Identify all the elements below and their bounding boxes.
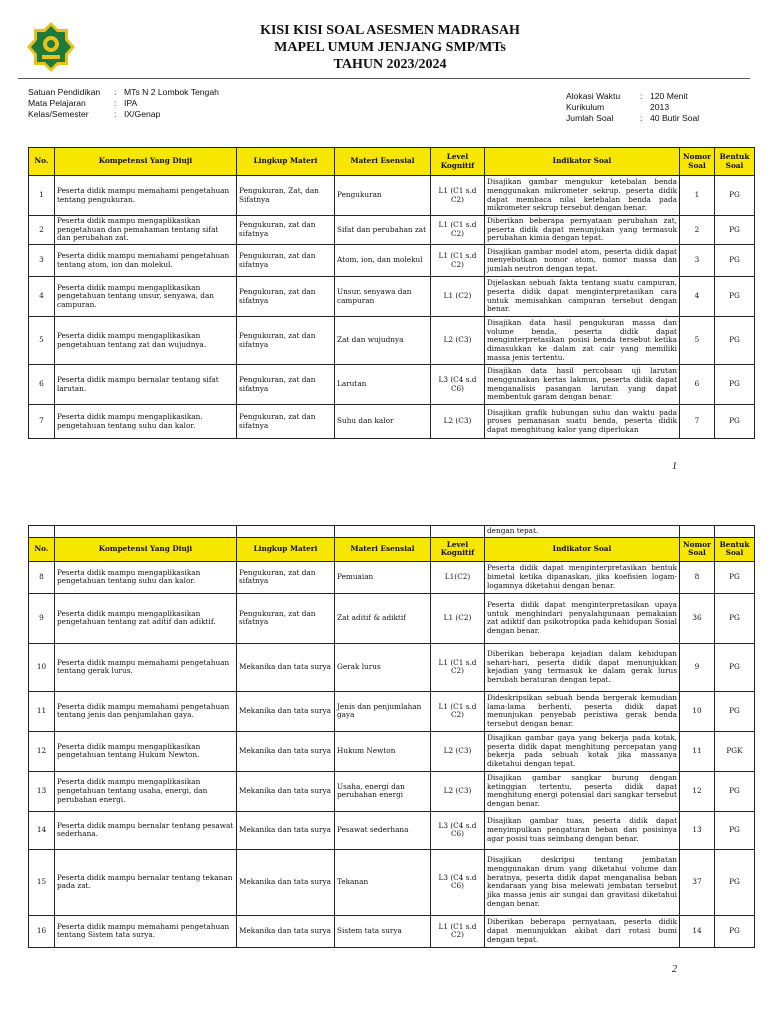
row-lingkup: Pengukuran, zat dan sifatnya bbox=[237, 365, 335, 405]
row-level: L1 (C1 s.d C2) bbox=[431, 643, 485, 691]
kisi-table-page-2 bbox=[28, 525, 755, 948]
row-level: L2 (C3) bbox=[431, 771, 485, 811]
table-row bbox=[29, 849, 755, 915]
row-kompetensi: Peserta didik mampu memahami pengetahuan tentang jenis dan penjumlahan gaya. bbox=[55, 691, 237, 731]
row-nomor: 2 bbox=[680, 216, 715, 245]
page-number-1: 1 bbox=[672, 461, 677, 472]
row-kompetensi: Peserta didik mampu mengaplikasikan pengetahuan tentang zat dan wujudnya. bbox=[55, 317, 237, 365]
row-kompetensi: Peserta didik mampu bernalar tentang tekanan pada zat. bbox=[55, 849, 237, 915]
row-bentuk: PGK bbox=[715, 731, 755, 771]
row-kompetensi: Peserta didik mampu mengaplikasikan pengetahuan tentang zat aditif dan adiktif. bbox=[55, 593, 237, 643]
col-header-lingkup: Lingkup Materi bbox=[237, 148, 335, 176]
row-indikator: Disajikan gambar gaya yang bekerja pada kotak, peserta didik dapat menghitung percepatan yang bekerja pada sebuah kotak jika massanya diketahui dengan tepat. bbox=[485, 731, 680, 771]
row-lingkup: Mekanika dan tata surya bbox=[237, 811, 335, 849]
row-kompetensi: Peserta didik mampu bernalar tentang pesawat sederhana. bbox=[55, 811, 237, 849]
col-header-materi: Materi Esensial bbox=[335, 148, 431, 176]
row-materi: Sistem tata surya bbox=[335, 915, 431, 947]
table-row bbox=[29, 771, 755, 811]
row-kompetensi: Peserta didik mampu memahami pengetahuan tentang gerak lurus. bbox=[55, 643, 237, 691]
row-lingkup: Pengukuran, zat dan sifatnya bbox=[237, 245, 335, 277]
row-nomor: 37 bbox=[680, 849, 715, 915]
table-row bbox=[29, 176, 755, 216]
table-body-page-1 bbox=[29, 176, 755, 439]
row-level: L1 (C1 s.d C2) bbox=[431, 915, 485, 947]
meta-left bbox=[28, 87, 219, 120]
row-level: L3 (C4 s.d C6) bbox=[431, 811, 485, 849]
row-materi: Atom, ion, dan molekul bbox=[335, 245, 431, 277]
table-header-row bbox=[29, 148, 755, 176]
row-materi: Jenis dan penjumlahan gaya bbox=[335, 691, 431, 731]
col-header-indikator: Indikator Soal bbox=[485, 148, 680, 176]
row-bentuk: PG bbox=[715, 561, 755, 593]
table-row bbox=[29, 593, 755, 643]
row-no: 10 bbox=[29, 643, 55, 691]
col-header-bentuk: Bentuk Soal bbox=[715, 148, 755, 176]
row-no: 7 bbox=[29, 405, 55, 439]
row-level: L3 (C4 s.d C6) bbox=[431, 849, 485, 915]
row-lingkup: Pengukuran, zat dan sifatnya bbox=[237, 593, 335, 643]
row-lingkup: Mekanika dan tata surya bbox=[237, 731, 335, 771]
row-indikator: Diberikan beberapa kejadian dalam kehidupan sehari-hari, peserta didik dapat menunjukkan kejadian yang termasuk ke dalam gerak lurus berubah beraturan dengan tepat. bbox=[485, 643, 680, 691]
col-header-bentuk: Bentuk Soal bbox=[715, 537, 755, 561]
row-bentuk: PG bbox=[715, 643, 755, 691]
row-indikator: Dideskripsikan sebuah benda bergerak kemudian lama-lama berhenti, peserta didik dapat menunjukan penyebab peristiwa gerak benda tersebut dengan benar. bbox=[485, 691, 680, 731]
row-nomor: 5 bbox=[680, 317, 715, 365]
row-no: 15 bbox=[29, 849, 55, 915]
meta-row: Mata Pelajaran : IPA bbox=[28, 98, 138, 108]
row-bentuk: PG bbox=[715, 176, 755, 216]
row-no: 3 bbox=[29, 245, 55, 277]
row-materi: Gerak lurus bbox=[335, 643, 431, 691]
row-indikator: Diberikan beberapa pernyataan perubahan zat, peserta didik dapat menunjukan yang termasuk perubahan kimia dengan tepat. bbox=[485, 216, 680, 245]
row-level: L3 (C4 s.d C6) bbox=[431, 365, 485, 405]
row-bentuk: PG bbox=[715, 365, 755, 405]
table-row bbox=[29, 405, 755, 439]
carry-over-row bbox=[29, 526, 755, 538]
table-row bbox=[29, 365, 755, 405]
row-bentuk: PG bbox=[715, 691, 755, 731]
kisi-table-page-1 bbox=[28, 147, 755, 439]
row-materi: Hukum Newton bbox=[335, 731, 431, 771]
row-level: L1 (C1 s.d C2) bbox=[431, 176, 485, 216]
row-level: L1(C2) bbox=[431, 561, 485, 593]
kemenag-logo-icon bbox=[24, 20, 78, 74]
row-indikator: Disajikan data hasil percobaan uji larutan menggunakan kertas lakmus, peserta didik dapat menganalisis pasangan larutan yang dapat membentuk garam dengan benar. bbox=[485, 365, 680, 405]
col-header-nomor: Nomor Soal bbox=[680, 148, 715, 176]
row-nomor: 12 bbox=[680, 771, 715, 811]
row-lingkup: Pengukuran, zat dan sifatnya bbox=[237, 561, 335, 593]
row-indikator: Disajikan gambar mengukur ketebalan benda menggunakan mikrometer sekrup. peserta didik dapat membaca nilai ketebalan benda pada mikrometer sekrup tersebut dengan benar. bbox=[485, 176, 680, 216]
row-kompetensi: Peserta didik mampu memahami pengetahuan tentang Sistem tata surya. bbox=[55, 915, 237, 947]
title-line-3: TAHUN 2023/2024 bbox=[333, 57, 447, 72]
header-divider bbox=[18, 78, 750, 79]
table-row bbox=[29, 915, 755, 947]
row-nomor: 14 bbox=[680, 915, 715, 947]
row-indikator: Peserta didik dapat menginterpretasikan upaya untuk menghindari penyalahgunaan pemakaian zat adiktif dan psikotropika pada kehidupan Sosial dengan benar. bbox=[485, 593, 680, 643]
table-row bbox=[29, 216, 755, 245]
row-nomor: 4 bbox=[680, 277, 715, 317]
row-lingkup: Mekanika dan tata surya bbox=[237, 691, 335, 731]
row-lingkup: Pengukuran, Zat, dan Sifatnya bbox=[237, 176, 335, 216]
row-kompetensi: Peserta didik mampu mengaplikasikan pengetahuan dan pemahaman tentang sifat dan perubahan zat. bbox=[55, 216, 237, 245]
table-body-page-2 bbox=[29, 561, 755, 947]
document-title bbox=[90, 22, 690, 73]
row-nomor: 9 bbox=[680, 643, 715, 691]
row-nomor: 36 bbox=[680, 593, 715, 643]
row-no: 11 bbox=[29, 691, 55, 731]
col-header-kompetensi: Kompetensi Yang Diuji bbox=[55, 537, 237, 561]
meta-row: Kurikulum 2013 bbox=[566, 102, 670, 112]
col-header-nomor: Nomor Soal bbox=[680, 537, 715, 561]
row-level: L1 (C1 s.d C2) bbox=[431, 216, 485, 245]
col-header-level: Level Kognitif bbox=[431, 537, 485, 561]
row-indikator: Disajikan deskripsi tentang jembatan menggunakan drum yang diketahui volume dan beratnya, peserta didik dapat menganalisa beban kendaraan yang bisa melewati jembatan tersebut jika massa jenis air sungai dan gravitasi diketahui dengan benar. bbox=[485, 849, 680, 915]
meta-row: Jumlah Soal : 40 Butir Soal bbox=[566, 113, 700, 123]
row-materi: Suhu dan kalor bbox=[335, 405, 431, 439]
row-no: 16 bbox=[29, 915, 55, 947]
row-nomor: 7 bbox=[680, 405, 715, 439]
row-no: 2 bbox=[29, 216, 55, 245]
row-kompetensi: Peserta didik mampu memahami pengetahuan tentang pengukuran. bbox=[55, 176, 237, 216]
row-level: L2 (C3) bbox=[431, 731, 485, 771]
row-lingkup: Pengukuran, zat dan sifatnya bbox=[237, 277, 335, 317]
meta-row: Satuan Pendidikan : MTs N 2 Lombok Tengah bbox=[28, 87, 219, 97]
row-kompetensi: Peserta didik mampu mengaplikasikan pengetahuan tentang Hukum Newton. bbox=[55, 731, 237, 771]
col-header-lingkup: Lingkup Materi bbox=[237, 537, 335, 561]
row-indikator: Dijelaskan sebuah fakta tentang suatu campuran, peserta didik dapat menginterpretasikan cara untuk memisahkan campuran tersebut dengan benar. bbox=[485, 277, 680, 317]
page-number-2: 2 bbox=[672, 964, 677, 975]
row-level: L1 (C2) bbox=[431, 593, 485, 643]
meta-right bbox=[566, 91, 699, 124]
row-no: 6 bbox=[29, 365, 55, 405]
row-no: 8 bbox=[29, 561, 55, 593]
row-lingkup: Mekanika dan tata surya bbox=[237, 849, 335, 915]
col-header-indikator: Indikator Soal bbox=[485, 537, 680, 561]
col-header-level: Level Kognitif bbox=[431, 148, 485, 176]
row-no: 14 bbox=[29, 811, 55, 849]
title-line-2: MAPEL UMUM JENJANG SMP/MTs bbox=[274, 40, 506, 55]
row-indikator: Disajikan gambar tuas, peserta didik dapat menyimpulkan pengaturan beban dan posisinya agar posisi tuas seimbang dengan benar. bbox=[485, 811, 680, 849]
row-lingkup: Pengukuran, zat dan sifatnya bbox=[237, 317, 335, 365]
row-kompetensi: Peserta didik mampu mengaplikasikan pengetahuan tentang unsur, senyawa, dan campuran. bbox=[55, 277, 237, 317]
table-row bbox=[29, 691, 755, 731]
row-nomor: 13 bbox=[680, 811, 715, 849]
row-materi: Tekanan bbox=[335, 849, 431, 915]
row-bentuk: PG bbox=[715, 216, 755, 245]
row-no: 9 bbox=[29, 593, 55, 643]
col-header-kompetensi: Kompetensi Yang Diuji bbox=[55, 148, 237, 176]
row-level: L1 (C2) bbox=[431, 277, 485, 317]
table-row bbox=[29, 317, 755, 365]
row-lingkup: Mekanika dan tata surya bbox=[237, 771, 335, 811]
row-level: L1 (C1 s.d C2) bbox=[431, 691, 485, 731]
row-indikator: Disajikan gambar sangkar burung dengan ketinggian tertentu, peserta didik dapat menghitung energi potensial dari sangkar tersebut dengan benar. bbox=[485, 771, 680, 811]
table-row bbox=[29, 731, 755, 771]
row-nomor: 1 bbox=[680, 176, 715, 216]
row-materi: Zat dan wujudnya bbox=[335, 317, 431, 365]
row-bentuk: PG bbox=[715, 771, 755, 811]
row-no: 13 bbox=[29, 771, 55, 811]
row-kompetensi: Peserta didik mampu bernalar tentang sifat larutan. bbox=[55, 365, 237, 405]
row-level: L1 (C1 s.d C2) bbox=[431, 245, 485, 277]
row-bentuk: PG bbox=[715, 849, 755, 915]
table-row bbox=[29, 277, 755, 317]
table-row bbox=[29, 811, 755, 849]
title-line-1: KISI KISI SOAL ASESMEN MADRASAH bbox=[260, 23, 520, 38]
row-bentuk: PG bbox=[715, 317, 755, 365]
row-indikator: Disajikan grafik hubungan suhu dan waktu pada proses pemanasan suatu benda, peserta didik dapat menghitung kalor yang diperlukan bbox=[485, 405, 680, 439]
row-lingkup: Pengukuran, zat dan sifatnya bbox=[237, 216, 335, 245]
row-materi: Zat aditif & adiktif bbox=[335, 593, 431, 643]
row-indikator: Peserta didik dapat menginterpretasikan bentuk bimetal ketika dipanaskan, jika koefisien logam-logamnya diketahui dengan benar. bbox=[485, 561, 680, 593]
row-nomor: 11 bbox=[680, 731, 715, 771]
row-nomor: 6 bbox=[680, 365, 715, 405]
row-no: 12 bbox=[29, 731, 55, 771]
row-lingkup: Mekanika dan tata surya bbox=[237, 915, 335, 947]
row-bentuk: PG bbox=[715, 593, 755, 643]
row-no: 5 bbox=[29, 317, 55, 365]
row-kompetensi: Peserta didik mampu mengaplikasikan pengetahuan tentang suhu dan kalor. bbox=[55, 561, 237, 593]
row-nomor: 8 bbox=[680, 561, 715, 593]
table-row bbox=[29, 245, 755, 277]
row-indikator: Disajikan data hasil pengukuran massa dan volume benda, peserta didik dapat menginterpretasikan posisi benda tersebut ketika dimasukkan ke dalam zat cair yang memiliki massa jenis tertentu. bbox=[485, 317, 680, 365]
table-row bbox=[29, 643, 755, 691]
row-kompetensi: Peserta didik mampu memahami pengetahuan tentang atom, ion dan molekul. bbox=[55, 245, 237, 277]
table-row bbox=[29, 561, 755, 593]
row-nomor: 3 bbox=[680, 245, 715, 277]
row-kompetensi: Peserta didik mampu mengaplikasikan pengetahuan tentang usaha, energi, dan perubahan energi. bbox=[55, 771, 237, 811]
row-materi: Unsur, senyawa dan campuran bbox=[335, 277, 431, 317]
row-materi: Pemuaian bbox=[335, 561, 431, 593]
row-nomor: 10 bbox=[680, 691, 715, 731]
row-no: 4 bbox=[29, 277, 55, 317]
row-bentuk: PG bbox=[715, 915, 755, 947]
carry-over-text: dengan tepat. bbox=[485, 526, 680, 538]
meta-row: Alokasi Waktu : 120 Menit bbox=[566, 91, 688, 101]
row-bentuk: PG bbox=[715, 811, 755, 849]
row-materi: Sifat dan perubahan zat bbox=[335, 216, 431, 245]
col-header-no: No. bbox=[29, 537, 55, 561]
row-no: 1 bbox=[29, 176, 55, 216]
row-lingkup: Pengukuran, zat dan sifatnya bbox=[237, 405, 335, 439]
row-lingkup: Mekanika dan tata surya bbox=[237, 643, 335, 691]
row-bentuk: PG bbox=[715, 277, 755, 317]
col-header-materi: Materi Esensial bbox=[335, 537, 431, 561]
table-header-row bbox=[29, 537, 755, 561]
row-materi: Usaha, energi dan perubahan energi bbox=[335, 771, 431, 811]
row-bentuk: PG bbox=[715, 405, 755, 439]
meta-row: Kelas/Semester : IX/Genap bbox=[28, 109, 161, 119]
row-bentuk: PG bbox=[715, 245, 755, 277]
row-level: L2 (C3) bbox=[431, 405, 485, 439]
col-header-no: No. bbox=[29, 148, 55, 176]
row-materi: Pengukuran bbox=[335, 176, 431, 216]
row-materi: Larutan bbox=[335, 365, 431, 405]
row-kompetensi: Peserta didik mampu mengaplikasikan. pengetahuan tentang suhu dan kalor. bbox=[55, 405, 237, 439]
row-indikator: Disajikan gambar model atom, peserta didik dapat menyebutkan nomor atom, nomor massa dan jumlah neutron dengan tepat. bbox=[485, 245, 680, 277]
row-level: L2 (C3) bbox=[431, 317, 485, 365]
row-indikator: Diberikan beberapa pernyataan, peserta didik dapat menunjukkan akibat dari rotasi bumi dengan tepat. bbox=[485, 915, 680, 947]
row-materi: Pesawat sederhana bbox=[335, 811, 431, 849]
